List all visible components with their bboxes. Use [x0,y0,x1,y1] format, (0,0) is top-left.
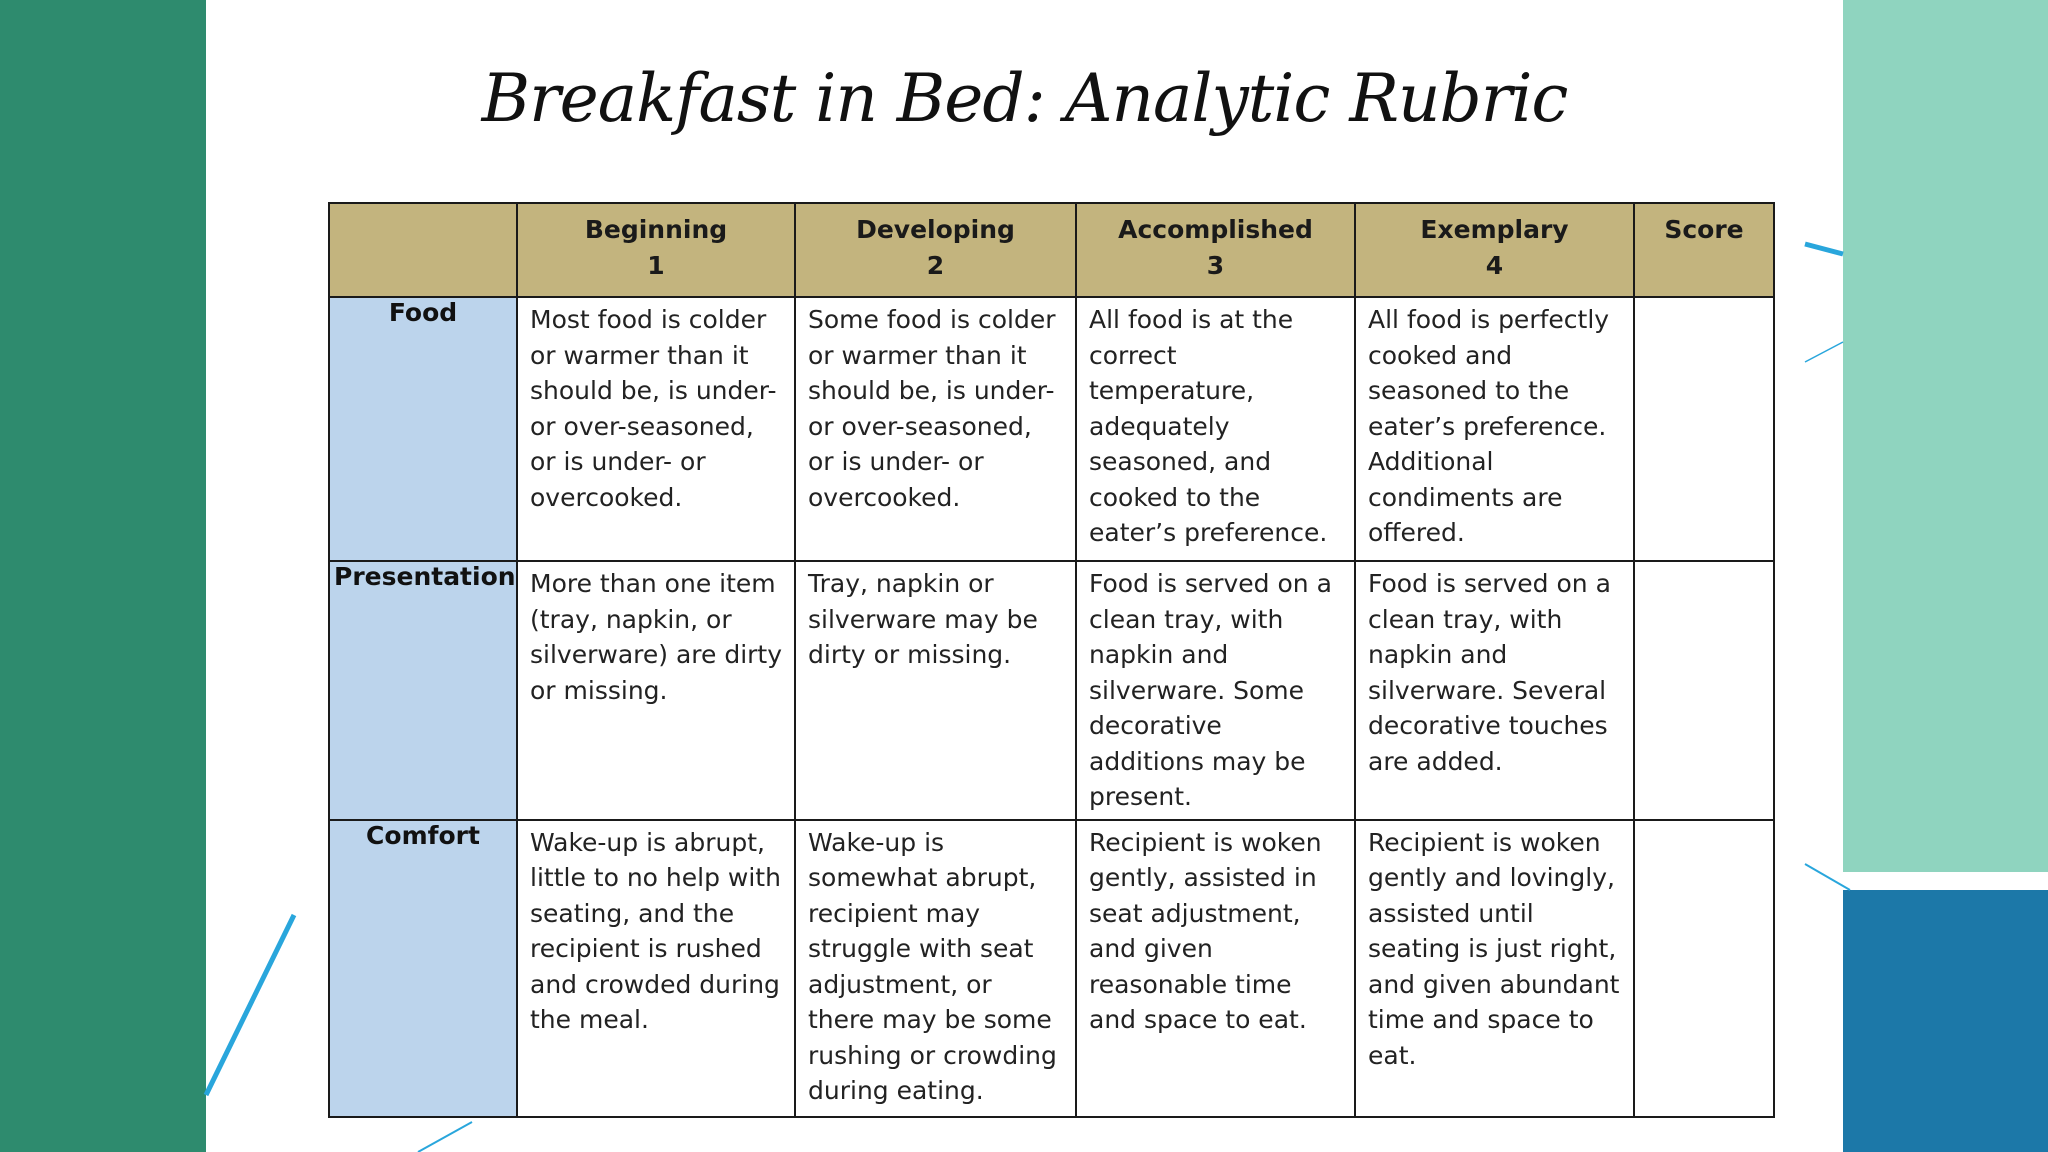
row-label-food: Food [329,297,517,561]
header-label: Accomplished [1118,215,1313,244]
criterion-cell-accomplished: Recipient is woken gently, assisted in seat adjustment, and given reasonable time and space to eat. [1076,820,1355,1117]
page-title: Breakfast in Bed: Analytic Rubric [481,60,1568,137]
criterion-cell-beginning: Most food is colder or warmer than it should be, is under- or over-seasoned, or is under- or overcooked. [517,297,795,561]
criterion-cell-accomplished: Food is served on a clean tray, with napkin and silverware. Some decorative additions may be present. [1076,561,1355,820]
accent-line-right-thin [1805,342,1843,362]
header-developing [795,203,1076,297]
header-label: Exemplary [1420,215,1569,244]
header-row [329,203,1774,297]
criterion-cell-developing: Wake-up is somewhat abrupt, recipient may struggle with seat adjustment, or there may be some rushing or crowding during eating. [795,820,1076,1117]
criterion-cell-accomplished: All food is at the correct temperature, adequately seasoned, and cooked to the eater’s preference. [1076,297,1355,561]
accent-line-right-upper [1805,244,1843,254]
header-exemplary [1355,203,1634,297]
header-beginning [517,203,795,297]
row-label-comfort: Comfort [329,820,517,1117]
criterion-cell-exemplary: Recipient is woken gently and lovingly, assisted until seating is just right, and given abundant time and space to eat. [1355,820,1634,1117]
criterion-cell-developing: Tray, napkin or silverware may be dirty or missing. [795,561,1076,820]
header-corner-cell [329,203,517,297]
rubric-table [328,202,1775,1118]
table-row-presentation [329,561,1774,820]
table-row-comfort [329,820,1774,1117]
criterion-cell-beginning: More than one item (tray, napkin, or silverware) are dirty or missing. [517,561,795,820]
header-level-number: 2 [926,251,945,280]
header-score [1634,203,1774,297]
header-accomplished [1076,203,1355,297]
score-cell-food[interactable] [1634,297,1774,561]
table-row-food [329,297,1774,561]
accent-line-left-large [206,915,294,1095]
header-label: Developing [856,215,1015,244]
score-cell-comfort[interactable] [1634,820,1774,1117]
criterion-cell-exemplary: Food is served on a clean tray, with napkin and silverware. Several decorative touches are added. [1355,561,1634,820]
header-level-number: 3 [1206,251,1225,280]
criterion-cell-beginning: Wake-up is abrupt, little to no help with seating, and the recipient is rushed and crowded during the meal. [517,820,795,1117]
accent-line-right-lower [1805,864,1850,890]
header-level-number: 1 [647,251,665,280]
header-level-number: 4 [1485,251,1504,280]
header-label: Beginning [584,215,728,244]
criterion-cell-exemplary: All food is perfectly cooked and seasoned to the eater’s preference. Additional condiments are offered. [1355,297,1634,561]
accent-line-left-small [418,1122,472,1152]
header-label: Score [1664,215,1744,244]
score-cell-presentation[interactable] [1634,561,1774,820]
row-label-presentation: Presentation [329,561,517,820]
criterion-cell-developing: Some food is colder or warmer than it should be, is under- or over-seasoned, or is under- or overcooked. [795,297,1076,561]
